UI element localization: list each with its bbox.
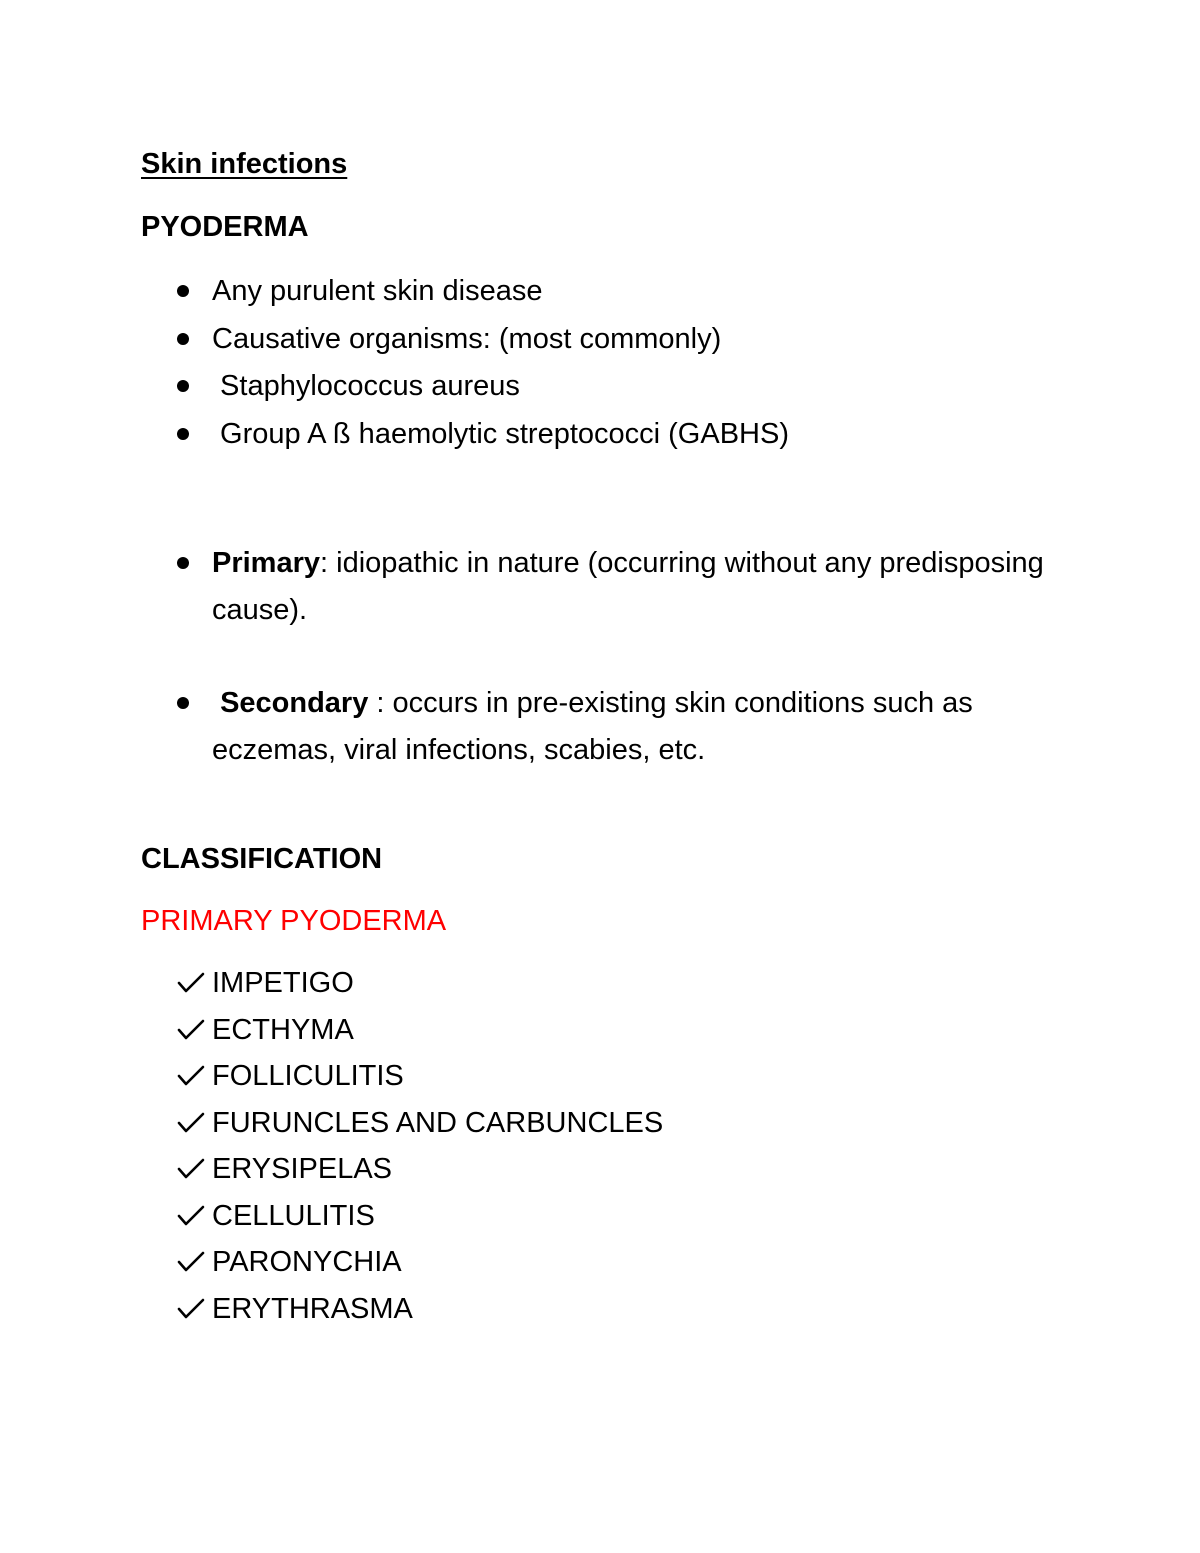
- primary-pyoderma-heading: PRIMARY PYODERMA: [141, 905, 447, 937]
- checklist-item-label: ERYSIPELAS: [212, 1153, 393, 1185]
- primary-description: : idiopathic in nature (occurring without any predisposing cause).: [212, 547, 1044, 626]
- checkmark-icon: [177, 1205, 205, 1227]
- checkmark-icon: [177, 1158, 205, 1180]
- primary-label: Primary: [212, 547, 321, 579]
- bullet-text: Causative organisms: (most commonly): [212, 323, 722, 355]
- bullet-icon: [177, 285, 189, 297]
- bullet-icon: [177, 428, 189, 440]
- checklist-item-label: PARONYCHIA: [212, 1246, 402, 1278]
- bullet-icon: [177, 333, 189, 345]
- checklist-item-label: ERYTHRASMA: [212, 1292, 413, 1325]
- checklist-item-label: FOLLICULITIS: [212, 1060, 404, 1092]
- checklist-item-label: ECTHYMA: [212, 1013, 354, 1046]
- bullet-text: Staphylococcus aureus: [212, 370, 520, 402]
- document-title: Skin infections: [141, 148, 348, 180]
- checkmark-icon: [177, 1065, 205, 1087]
- secondary-label: Secondary: [220, 687, 369, 719]
- checklist-item-label: CELLULITIS: [212, 1199, 375, 1232]
- checkmark-icon: [177, 1298, 205, 1320]
- bullet-icon: [177, 697, 189, 709]
- checkmark-icon: [177, 1112, 205, 1134]
- bullet-text: Any purulent skin disease: [212, 275, 543, 307]
- checkmark-icon: [177, 1251, 205, 1273]
- secondary-description: : occurs in pre-existing skin conditions such as eczemas, viral infections, scabies, etc.: [212, 687, 973, 766]
- checkmark-icon: [177, 1019, 205, 1041]
- checkmark-icon: [177, 972, 205, 994]
- bullet-text: [212, 540, 1072, 634]
- section-heading-pyoderma: PYODERMA: [141, 211, 309, 243]
- checklist-item-label: IMPETIGO: [212, 967, 354, 999]
- classification-heading: CLASSIFICATION: [141, 843, 383, 875]
- bullet-icon: [177, 557, 189, 569]
- bullet-text: Group A ß haemolytic streptococci (GABHS): [212, 418, 789, 450]
- checklist-item-label: FURUNCLES AND CARBUNCLES: [212, 1106, 664, 1139]
- bullet-icon: [177, 380, 189, 392]
- bullet-text: [212, 680, 1072, 774]
